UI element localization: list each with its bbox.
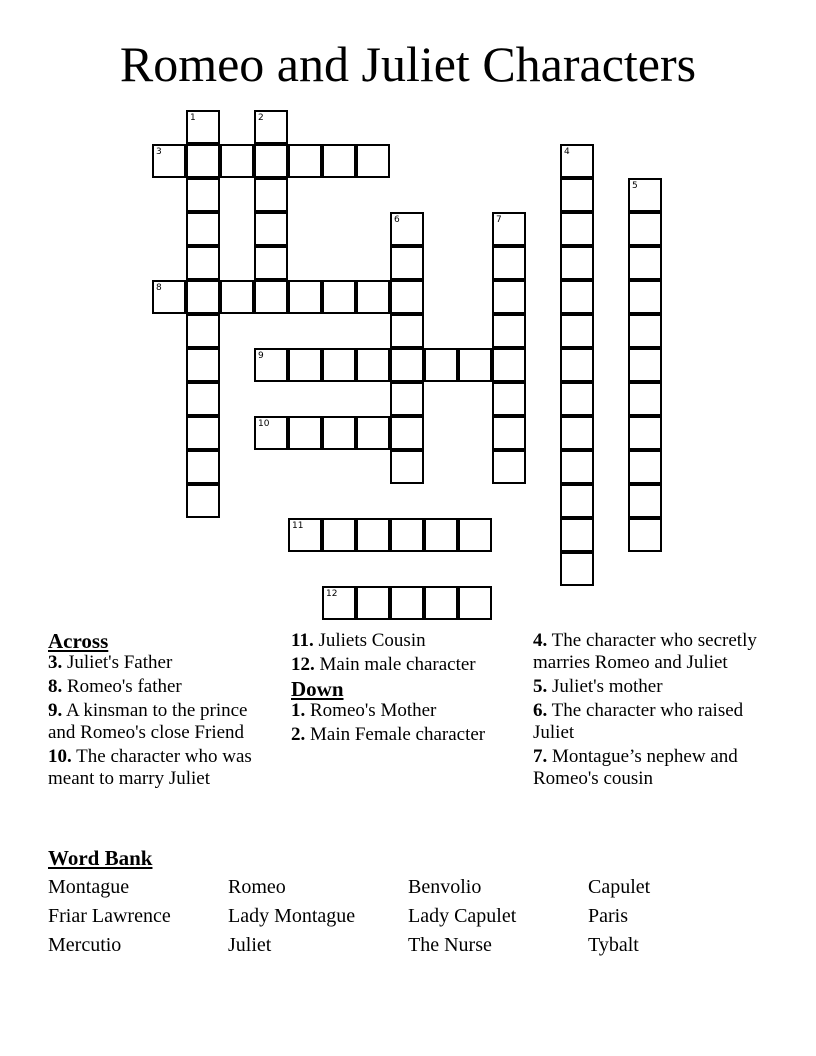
grid-cell[interactable] [356, 416, 390, 450]
grid-cell[interactable] [560, 178, 594, 212]
grid-cell[interactable] [186, 382, 220, 416]
grid-cell[interactable] [424, 518, 458, 552]
grid-cell[interactable] [254, 246, 288, 280]
clue-number: 6 [394, 215, 400, 225]
word-bank-item: Benvolio [408, 876, 482, 898]
grid-cell[interactable] [628, 484, 662, 518]
grid-cell[interactable] [288, 348, 322, 382]
grid-cell[interactable] [390, 246, 424, 280]
grid-cell[interactable] [458, 348, 492, 382]
grid-cell[interactable] [356, 144, 390, 178]
grid-cell[interactable] [560, 552, 594, 586]
grid-cell[interactable] [322, 144, 356, 178]
grid-cell[interactable] [152, 280, 186, 314]
grid-cell[interactable] [220, 144, 254, 178]
clue-number: 2 [258, 113, 264, 123]
grid-cell[interactable] [628, 314, 662, 348]
grid-cell[interactable] [424, 348, 458, 382]
grid-cell[interactable] [186, 178, 220, 212]
clue-down-6: 6. The character who raised Juliet [533, 700, 744, 743]
clues-column-3 [533, 630, 773, 792]
grid-cell[interactable] [628, 348, 662, 382]
clue-across-8: 8. Romeo's father [48, 676, 182, 697]
grid-cell[interactable] [186, 416, 220, 450]
grid-cell[interactable] [254, 348, 288, 382]
grid-cell[interactable] [390, 212, 424, 246]
clue-across-12: 12. Main male character [291, 654, 476, 675]
grid-cell[interactable] [322, 416, 356, 450]
grid-cell[interactable] [628, 246, 662, 280]
grid-cell[interactable] [254, 212, 288, 246]
grid-cell[interactable] [628, 280, 662, 314]
grid-cell[interactable] [186, 348, 220, 382]
grid-cell[interactable] [186, 484, 220, 518]
grid-cell[interactable] [322, 518, 356, 552]
grid-cell[interactable] [560, 348, 594, 382]
grid-cell[interactable] [288, 280, 322, 314]
clue-across-3: 3. Juliet's Father [48, 652, 173, 673]
grid-cell[interactable] [492, 246, 526, 280]
grid-cell[interactable] [322, 280, 356, 314]
clue-down-4: 4. The character who secretly marries Romeo and Juliet [533, 630, 757, 673]
grid-cell[interactable] [220, 280, 254, 314]
word-bank [48, 846, 788, 957]
word-bank-item: Montague [48, 876, 130, 898]
clue-down-7: 7. Montague’s nephew and Romeo's cousin [533, 746, 738, 789]
word-bank-item: Juliet [228, 934, 272, 956]
clue-across-10: 10. The character who was meant to marry Juliet [48, 746, 252, 789]
grid-cell[interactable] [560, 280, 594, 314]
grid-cell[interactable] [492, 280, 526, 314]
grid-cell[interactable] [186, 110, 220, 144]
grid-cell[interactable] [390, 450, 424, 484]
word-bank-item: Friar Lawrence [48, 905, 171, 927]
grid-cell[interactable] [458, 518, 492, 552]
clue-number: 8 [156, 283, 162, 293]
word-bank-item: Lady Montague [228, 905, 356, 927]
grid-cell[interactable] [186, 212, 220, 246]
grid-cell[interactable] [254, 144, 288, 178]
across-header: Across [48, 629, 109, 653]
grid-cell[interactable] [254, 416, 288, 450]
word-bank-list [48, 875, 788, 957]
grid-cell[interactable] [390, 382, 424, 416]
clue-number: 12 [326, 589, 338, 599]
clue-across-11: 11. Juliets Cousin [291, 630, 426, 651]
grid-cell[interactable] [458, 586, 492, 620]
clue-number: 3 [156, 147, 162, 157]
puzzle-title: Romeo and Juliet Characters [119, 36, 697, 92]
grid-cell[interactable] [254, 110, 288, 144]
grid-cell[interactable] [628, 178, 662, 212]
grid-cell[interactable] [492, 450, 526, 484]
grid-cell[interactable] [560, 314, 594, 348]
grid-cell[interactable] [288, 518, 322, 552]
grid-cell[interactable] [356, 348, 390, 382]
grid-cell[interactable] [492, 348, 526, 382]
grid-cell[interactable] [560, 518, 594, 552]
clues-column-2 [291, 630, 521, 748]
grid-cell[interactable] [390, 348, 424, 382]
grid-cell[interactable] [322, 586, 356, 620]
clue-number: 1 [190, 113, 196, 123]
word-bank-item: Romeo [228, 876, 286, 898]
grid-cell[interactable] [560, 212, 594, 246]
grid-cell[interactable] [560, 382, 594, 416]
grid-cell[interactable] [152, 144, 186, 178]
clue-number: 9 [258, 351, 264, 361]
grid-cell[interactable] [322, 348, 356, 382]
word-bank-item: Tybalt [588, 934, 639, 956]
grid-cell[interactable] [560, 450, 594, 484]
grid-cell[interactable] [628, 212, 662, 246]
grid-cell[interactable] [288, 144, 322, 178]
grid-cell[interactable] [560, 246, 594, 280]
grid-cell[interactable] [492, 212, 526, 246]
clue-down-2: 2. Main Female character [291, 724, 486, 745]
grid-cell[interactable] [560, 416, 594, 450]
word-bank-item: The Nurse [408, 934, 492, 956]
grid-cell[interactable] [254, 280, 288, 314]
grid-cell[interactable] [492, 416, 526, 450]
clue-across-9: 9. A kinsman to the prince and Romeo's close Friend [48, 700, 248, 743]
grid-cell[interactable] [186, 246, 220, 280]
clues-column-1 [48, 630, 278, 792]
clue-down-1: 1. Romeo's Mother [291, 700, 437, 721]
grid-cell[interactable] [356, 518, 390, 552]
grid-cell[interactable] [390, 586, 424, 620]
grid-cell[interactable] [492, 314, 526, 348]
grid-cell[interactable] [628, 416, 662, 450]
clue-down-5: 5. Juliet's mother [533, 676, 663, 697]
grid-cell[interactable] [628, 382, 662, 416]
grid-cell[interactable] [628, 518, 662, 552]
grid-cell[interactable] [560, 144, 594, 178]
grid-cell[interactable] [356, 586, 390, 620]
word-bank-item: Paris [588, 905, 628, 927]
grid-cell[interactable] [254, 178, 288, 212]
down-header: Down [291, 677, 344, 701]
clue-number: 5 [632, 181, 638, 191]
word-bank-item: Mercutio [48, 934, 122, 956]
clue-number: 11 [292, 521, 304, 531]
word-bank-header: Word Bank [48, 846, 153, 870]
grid-cell[interactable] [424, 586, 458, 620]
clue-number: 10 [258, 419, 270, 429]
grid-cell[interactable] [560, 484, 594, 518]
word-bank-item: Capulet [588, 876, 651, 898]
word-bank-item: Lady Capulet [408, 905, 517, 927]
grid-cell[interactable] [390, 518, 424, 552]
grid-cell[interactable] [186, 314, 220, 348]
grid-cell[interactable] [186, 280, 220, 314]
clue-number: 4 [564, 147, 570, 157]
clue-number: 7 [496, 215, 502, 225]
grid-cell[interactable] [390, 314, 424, 348]
grid-cell[interactable] [492, 382, 526, 416]
grid-cell[interactable] [628, 450, 662, 484]
grid-cell[interactable] [356, 280, 390, 314]
grid-cell[interactable] [186, 144, 220, 178]
grid-cell[interactable] [186, 450, 220, 484]
grid-cell[interactable] [390, 280, 424, 314]
grid-cell[interactable] [288, 416, 322, 450]
grid-cell[interactable] [390, 416, 424, 450]
